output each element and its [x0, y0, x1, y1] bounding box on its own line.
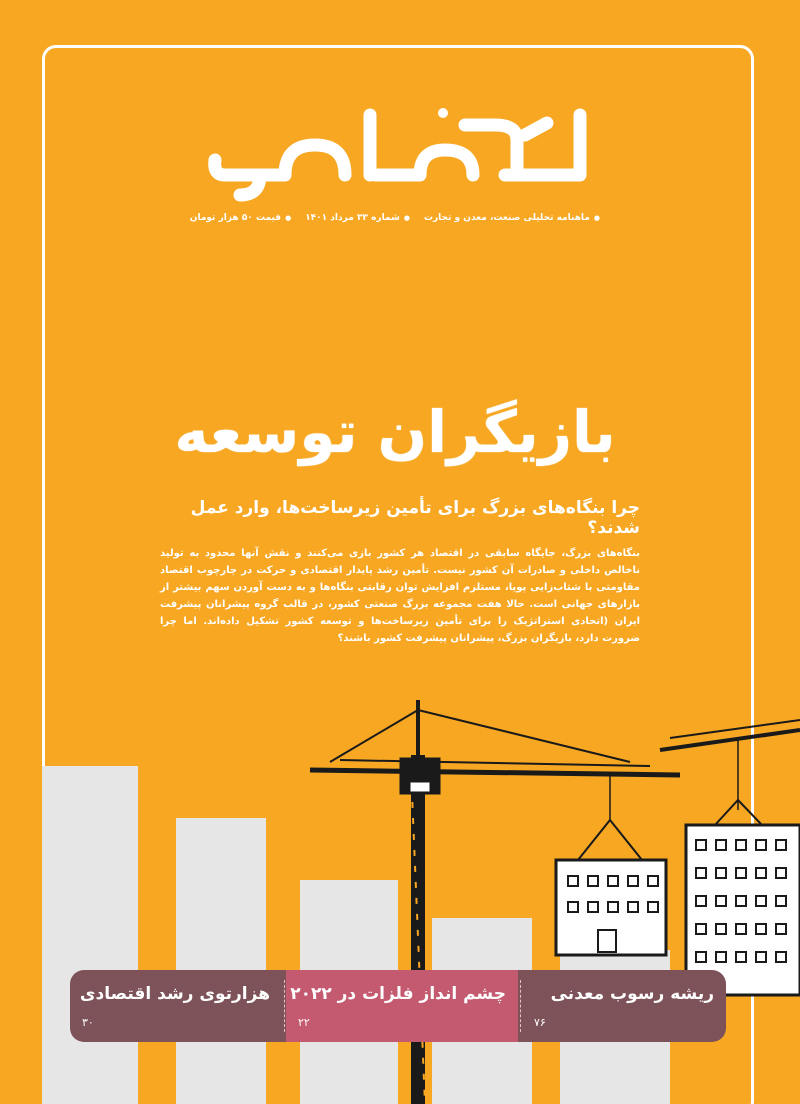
construction-illustration	[0, 700, 800, 1104]
hanging-building-right	[686, 800, 800, 995]
cover-headline: بازیگران توسعه	[174, 398, 616, 466]
teaser-page-number: ۳۰	[82, 1016, 94, 1029]
magazine-logo	[205, 95, 595, 205]
teaser-title: ریشه رسوب معدنی	[550, 984, 714, 1004]
teaser-bar	[70, 970, 726, 1042]
masthead-type: ● ماهنامه تحلیلی صنعت، معدن و تجارت	[424, 213, 600, 223]
teaser-page-number: ۲۲	[298, 1016, 310, 1029]
cover-subheadline: چرا بنگاه‌های بزرگ برای تأمین زیرساخت‌ها، وارد عمل شدند؟	[190, 498, 640, 538]
teaser-metals-outlook[interactable]	[286, 970, 518, 1042]
right-crane	[660, 720, 800, 810]
masthead	[189, 213, 600, 223]
teaser-title: چشم انداز فلزات در ۲۰۲۲	[290, 984, 506, 1004]
cover-body-text: بنگاه‌های بزرگ، جایگاه سابقی در اقتصاد هر کشور بازی می‌کنند و نقش آنها محدود به تولید ناخالص داخلی و صادرات آن کشور نیست. تأمین رشد پایدار اقتصادی و حرکت در چارچوب اقتصاد مقاومتی با شتاب‌زایی پویا، مستلزم افزایش توان رقابتی بنگاه‌ها و به دست آوردن سهم بیشتر از بازارهای جهانی است. حالا هفت مجموعه بزرگ صنعتی کشور، در قالب گروه پیشرانان پیشرفت ایران (اتحادی استراتژیک را برای تأمین زیرساخت‌ها و توسعه کشور تشکیل داده‌اند. اما چرا ضرورت دارد، بازیگران بزرگ، پیشرانان پیشرفت کشور باشند؟	[160, 548, 640, 644]
teaser-title: هزارتوی رشد اقتصادی	[79, 984, 270, 1004]
hanging-building-left	[556, 820, 666, 955]
teaser-page-number: ۷۶	[534, 1016, 546, 1029]
masthead-price: ● قیمت ۵۰ هزار تومان	[190, 213, 291, 223]
teaser-mineral-sediment[interactable]	[522, 970, 726, 1042]
masthead-issue: ● شماره ۳۳ مرداد ۱۴۰۱	[305, 213, 410, 223]
teaser-hazartooy[interactable]	[70, 970, 282, 1042]
